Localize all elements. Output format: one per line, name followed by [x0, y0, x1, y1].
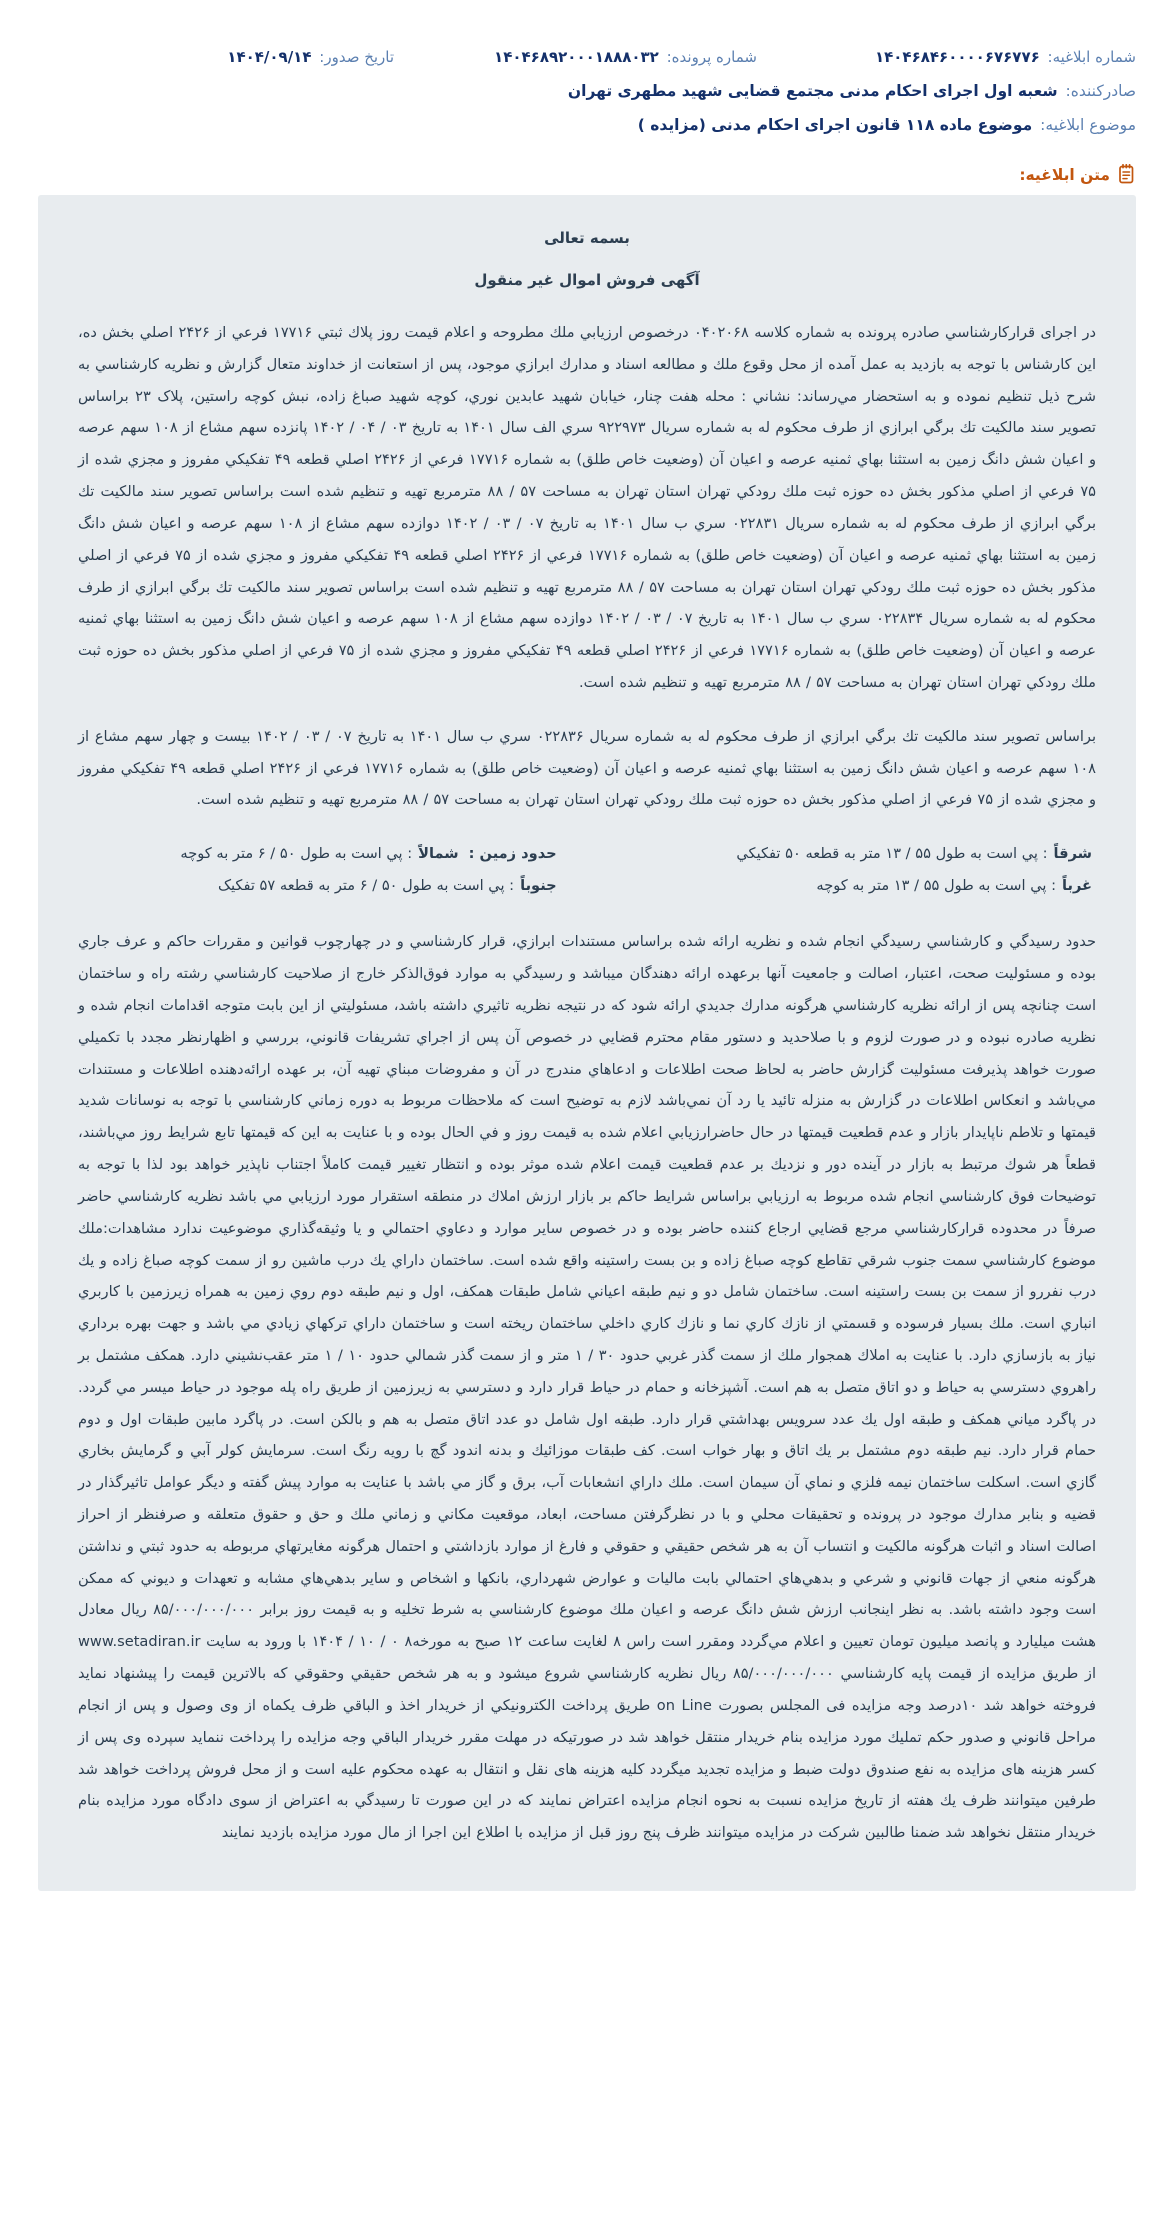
case-number-label: شماره پرونده:: [666, 48, 757, 66]
notification-number-value: ۱۴۰۴۶۸۴۶۰۰۰۰۶۷۶۷۷۶: [874, 48, 1040, 66]
issuer-value: شعبه اول اجرای احکام مدنی مجتمع قضایی شهید مطهری تهران: [567, 82, 1058, 100]
bounds-row: [78, 838, 1096, 870]
bounds-label: حدود زمین :: [468, 845, 557, 863]
subject-value: موضوع ماده ۱۱۸ قانون اجرای احکام مدنی (مزایده ): [637, 116, 1033, 134]
issue-date: [227, 48, 394, 66]
body-paragraph-2: براساس تصویر سند مالکیت تك برگي ابرازي از طرف محکوم له به شماره سریال ۰۲۲۸۳۶ سري ب سال ۱۴۰۱ به تاریخ ۰۷ / ۰۳ / ۱۴۰۲ بیست و چهار سهم مشاع از ۱۰۸ سهم عرصه و اعیان شش دانگ زمین به استثنا بهاي ثمنیه عرصه و اعیان آن (وضعیت خاص طلق) به شماره ۱۷۷۱۶ فرعي از ۲۴۲۶ اصلي قطعه ۴۹ تفکیکي مفروز و مجزي شده از ۷۵ فرعي از اصلي مذکور بخش ده حوزه ثبت ملك رودکي تهران استان تهران به مساحت ۵۷ / ۸۸ مترمربع تهیه و تنظیم شده است.: [78, 727, 1097, 809]
bound-west-label: غرباً: [1061, 877, 1092, 895]
notification-meta-bar: [0, 0, 1174, 66]
notification-number-label: شماره ابلاغیه:: [1047, 48, 1136, 66]
announcement-title: آگهی فروش اموال غیر منقول: [474, 271, 700, 289]
subject-row: [0, 100, 1174, 134]
bound-west: [617, 870, 1092, 902]
bound-east: [617, 838, 1092, 870]
bounds-row: [78, 870, 1096, 902]
bound-east-text: : پي است به طول ۵۵ / ۱۳ متر به قطعه ۵۰ تفکیکي: [736, 845, 1048, 863]
issue-date-value: ۱۴۰۴/۰۹/۱۴: [227, 48, 312, 66]
bound-north-text: : پي است به طول ۵۰ / ۶ متر به کوچه: [180, 845, 413, 863]
body-paragraph-3: حدود رسیدگي و کارشناسي رسیدگي انجام شده و نظریه ارائه شده براساس مستندات ابرازي، قرار کارشناسي و در چهارچوب قوانین و مقررات حاکم و عرف جاري بوده و مسئولیت صحت، اعتبار، اصالت و جامعیت آنها برعهده ارائه دهندگان میباشد و رسیدگي به موارد فوق‌الذکر خارج از صلاحیت کارشناسي رشته راه و ساختمان است چنانچه پس از ارائه نظریه کارشناسي هرگونه مدارك جدیدي ارائه شود که در نتیجه نظریه تاثیري داشته باشد، مسئولیتي از این بابت متوجه اقدامات انجام شده و نظریه صادره نبوده و در صورت لزوم و با صلاحدید و دستور مقام محترم قضایي در خصوص آن پس از اجراي تشریفات قانوني، بررسي و اظهارنظر مجدد با تکمیلي صورت خواهد پذیرفت مسئولیت گزارش حاضر به لحاظ صحت اطلاعات و ادعاهاي مندرج در آن و مفروضات مبناي تهیه آن، بر عهده ارائه‌دهنده اطلاعات و مستندات مي‌باشد و انعکاس اطلاعات در گزارش به منزله تائید یا رد آن نمي‌باشد لازم به توضیح است که ملاحظات مربوط به دوره زماني کارشناسي با توجه به نوسانات شدید قیمتها و تلاطم ناپایدار بازار و عدم قطعیت قیمتها در حال حاضرارزیابي اعلام شده به قیمت روز و في الحال بوده و با عنایت به این که قیمتها تابع شرایط روز مي‌باشند، قطعاً هر شوك مرتبط به بازار در آینده دور و نزدیك بر عدم قطعیت قیمت اعلام شده موثر بوده و انتظار تغییر قیمت کاملاً اجتناب ناپذیر خواهد بود لذا با توجه به توضیحات فوق کارشناسي انجام شده مربوط به ارزیابي براساس شرایط حاکم بر بازار ارزش املاك در منطقه استقرار مورد ارزیابي مي باشد نظریه کارشناسي حاضر صرفاً در محدوده قرارکارشناسي مرجع قضایي ارجاع کننده حاضر بوده و در خصوص سایر موارد و دعاوي احتمالي و یا وثیقه‌گذاري موضوعیت ندارد مشاهدات:ملك موضوع کارشناسي سمت جنوب شرقي تقاطع کوچه صباغ زاده و بن بست راستینه واقع شده است. ساختمان داراي یك درب ماشین رو از سمت کوچه صباغ زاده و یك درب نفررو از سمت بن بست راستینه است. ساختمان شامل دو و نیم طبقه اعیاني شامل طبقات همکف، اول و نیم طبقه دوم روي زمین به همراه زیرزمین با کاربري انباري است. ملك بسیار فرسوده و قسمتي از نازك کاري نما و نازك کاري داخلي ساختمان ریخته است و ساختمان داراي ترکهاي زیادي مي باشد و جهت بهره برداري نیاز به بازسازي دارد. با عنایت به املاك همجوار ملك از سمت گذر غربي حدود ۳۰ / ۱ متر و از سمت گذر شمالي حدود ۱۰ / ۱ متر عقب‌نشیني دارد. همکف مشتمل بر راهروي دسترسي به حیاط و دو اتاق متصل به هم است. آشپزخانه و حمام در حیاط قرار دارد و دسترسي به زیرزمین از طریق راه پله موجود در حیاط میسر مي گردد. در پاگرد میاني همکف و طبقه اول یك عدد سرویس بهداشتي قرار دارد. طبقه اول شامل دو عدد اتاق متصل به هم و بالکن است. در پاگرد مابین طبقات اول و دوم حمام قرار دارد. نیم طبقه دوم مشتمل بر یك اتاق و بهار خواب است. کف طبقات موزائیك و بدنه اندود گچ با رویه رنگ است. سرمایش کولر آبي و گرمایش بخاري گازي است. اسکلت ساختمان نیمه فلزي و نماي آن سیمان است. ملك داراي انشعابات آب، برق و گاز مي باشد با عنایت به موارد پیش گفته و دیگر عوامل تاثیرگذار در قضیه و بنابر مدارك موجود در پرونده و تحقیقات محلي و با در نظرگرفتن مساحت، ابعاد، موقعیت مکاني و زماني ملك و حق و حقوق متعلقه و صرفنظر از احراز اصالت اسناد و اثبات هرگونه مالکیت و انتساب آن به هر شخص حقیقي و حقوقي و فارغ از موارد بازداشتي و احتمال هرگونه مغایرتهاي مربوطه به حدود ثبتي و نداشتن هرگونه منعي از جهات قانوني و شرعي و بدهي‌هاي احتمالي بابت مالیات و عوارض شهرداري، بانکها و اشخاص و سایر بدهي‌هاي مشابه و تعهدات و دیوني که ممکن است وجود داشته باشد. به نظر اینجانب ارزش شش دانگ عرصه و اعیان ملك موضوع کارشناسي به شرط تخلیه و به قیمت روز برابر ۸۵/۰۰۰/۰۰۰/۰۰۰ ریال معادل هشت میلیارد و پانصد میلیون تومان تعیین و اعلام مي‌گردد ومقرر است راس ۸ لغایت ساعت ۱۲ صبح به مورخه۸ ۰ / ۱۰ / ۱۴۰۴ با ورود به سایت www.setadiran.ir از طریق مزایده از قیمت پایه کارشناسي ۸۵/۰۰۰/۰۰۰/۰۰۰ ریال نظریه کارشناسي شروع میشود و به هر شخص حقیقي وحقوقي که بالاترین قیمت را پیشنهاد نماید فروخته خواهد شد ۱۰درصد وجه مزایده فی المجلس بصورت on Line طریق پرداخت الکترونیکي از خریدار اخذ و الباقي ظرف یکماه از وی وصول و پس از انجام مراحل قانوني و صدور حکم تملیك مورد مزایده بنام خریدار منتقل خواهد شد در صورتیکه در مهلت مقرر خریدار الباقي وجه مزایده را پرداخت ننماید سپرده وی پس از کسر هزینه های مزایده به نفع صندوق دولت ضبط و مزایده تجدید میگردد کلیه هزینه های نقل و انتقال به عهده محکوم علیه است و از محل فروش پرداخت خواهد شد طرفین میتوانند ظرف یك هفته از تاریخ مزایده نسبت به نحوه انجام مزایده اعتراض نمایند که در این صورت تا رسیدگي به اعتراض از سوی دادگاه مورد مزایده بنام خریدار منتقل نخواهد شد ضمنا طالبین شرکت در مزایده میتوانند ظرف پنج روز قبل از مزایده با اطلاع این اجرا از مال مورد مزایده بازدید نمایند: [78, 933, 1096, 1842]
subject-label: موضوع ابلاغیه:: [1040, 116, 1136, 134]
land-bounds-block: [78, 838, 1096, 902]
issue-date-label: تاریخ صدور:: [319, 48, 395, 66]
notification-text-heading: [38, 164, 1136, 185]
bismillah-line: بسمه تعالی: [544, 229, 630, 247]
bound-west-text: : پي است به طول ۵۵ / ۱۳ متر به کوچه: [816, 877, 1056, 895]
notification-number: [875, 48, 1136, 66]
bound-south: [82, 870, 557, 902]
case-number: [494, 48, 757, 66]
bound-north: [82, 838, 557, 870]
document-note-icon: [1117, 164, 1136, 185]
bound-south-text: : پي است به طول ۵۰ / ۶ متر به قطعه ۵۷ تفکیک: [217, 877, 515, 895]
bound-south-label: جنوباً: [520, 877, 557, 895]
body-paragraph-1: در اجرای قرارکارشناسي صادره پرونده به شماره کلاسه ۰۴۰۲۰۶۸ درخصوص ارزیابي ملك مطروحه و اعلام قیمت روز پلاك ثبتي ۱۷۷۱۶ فرعي از ۲۴۲۶ اصلي بخش ده، این کارشناس با توجه به بازدید به عمل آمده از محل وقوع ملك و مطالعه اسناد و مدارك ابرازي موجود، پس از استعانت از خداوند متعال گزارش و نظریه کارشناسي به شرح ذیل تنظیم نموده و به استحضار مي‌رساند: نشاني : محله هفت چنار، خیابان شهید عابدین نوري، کوچه شهید صباغ زاده، نبش کوچه راستین، پلاک ۲۳ براساس تصویر سند مالکیت تك برگي ابرازي از طرف محکوم له به شماره سریال ۹۲۲۹۷۳ سري الف سال ۱۴۰۱ به تاریخ ۰۳ / ۰۴ / ۱۴۰۲ پانزده سهم مشاع از ۱۰۸ سهم عرصه و اعیان شش دانگ زمین به استثنا بهاي ثمنیه عرصه و اعیان آن (وضعیت خاص طلق) به شماره ۱۷۷۱۶ فرعي از ۲۴۲۶ اصلي قطعه ۴۹ تفکیکي مفروز و مجزي شده از ۷۵ فرعي از اصلي مذکور بخش ده حوزه ثبت ملك رودکي تهران استان تهران به مساحت ۵۷ / ۸۸ مترمربع تهیه و تنظیم شده است براساس تصویر سند مالکیت تك برگي ابرازي از طرف محکوم له به شماره سریال ۰۲۲۸۳۱ سري ب سال ۱۴۰۱ به تاریخ ۰۷ / ۰۳ / ۱۴۰۲ دوازده سهم مشاع از ۱۰۸ سهم عرصه و اعیان شش دانگ زمین به استثنا بهاي ثمنیه عرصه و اعیان آن (وضعیت خاص طلق) به شماره ۱۷۷۱۶ فرعي از ۲۴۲۶ اصلي قطعه ۴۹ تفکیکي مفروز و مجزي شده از ۷۵ فرعي از اصلي مذکور بخش ده حوزه ثبت ملك رودکي تهران استان تهران به مساحت ۵۷ / ۸۸ مترمربع تهیه و تنظیم شده است براساس تصویر سند مالکیت تك برگي ابرازي از طرف محکوم له به شماره سریال ۰۲۲۸۳۴ سري ب سال ۱۴۰۱ به تاریخ ۰۷ / ۰۳ / ۱۴۰۲ دوازده سهم مشاع از ۱۰۸ سهم عرصه و اعیان شش دانگ زمین به استثنا بهاي ثمنیه عرصه و اعیان آن (وضعیت خاص طلق) به شماره ۱۷۷۱۶ فرعي از ۲۴۲۶ اصلي قطعه ۴۹ تفکیکي مفروز و مجزي شده از ۷۵ فرعي از اصلي مذکور بخش ده حوزه ثبت ملك رودکي تهران استان تهران به مساحت ۵۷ / ۸۸ مترمربع تهیه و تنظیم شده است.: [78, 324, 1097, 691]
notification-text-heading-label: متن ابلاغیه:: [1019, 165, 1110, 184]
bound-east-label: شرقاً: [1053, 845, 1092, 863]
issuer-label: صادرکننده:: [1065, 82, 1136, 100]
notification-body-panel: [38, 195, 1136, 1891]
issuer-row: [0, 66, 1174, 100]
case-number-value: ۱۴۰۴۶۸۹۲۰۰۰۱۸۸۸۰۳۲: [494, 48, 659, 66]
bound-north-label: شمالاً: [418, 845, 459, 863]
